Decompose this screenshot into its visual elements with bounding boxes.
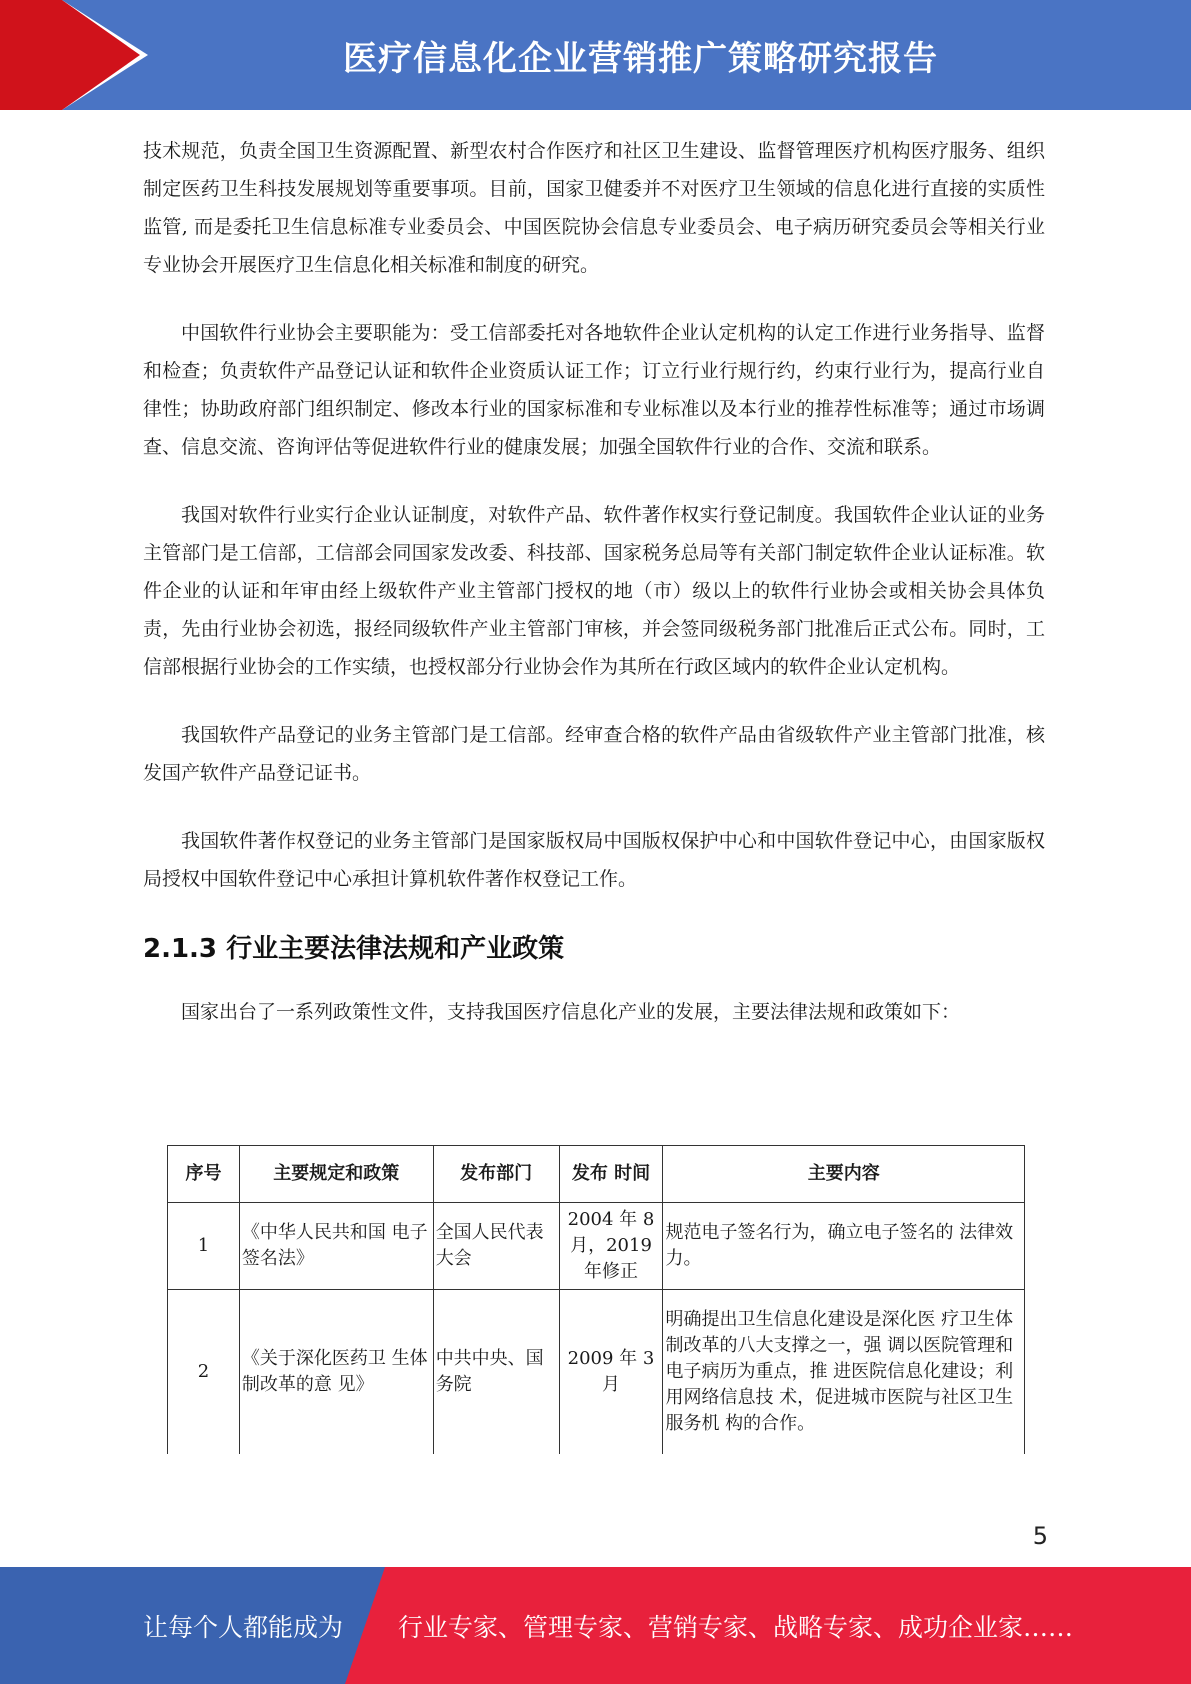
cell-index: 2 — [168, 1290, 240, 1454]
body-paragraph: 中国软件行业协会主要职能为：受工信部委托对各地软件企业认定机构的认定工作进行业务指导、监督和检查；负责软件产品登记认证和软件企业资质认证工作；订立行业行规行约，约束行业行为，提高行业自律性；协助政府部门组织制定、修改本行业的国家标准和专业标准以及本行业的推荐性标准等；通过市场调查、信息交流、咨询评估等促进软件行业的健康发展；加强全国软件行业的合作、交流和联系。 — [143, 322, 1045, 458]
footer-slogan-left: 让每个人都能成为 — [143, 1612, 344, 1642]
cell-content: 明确提出卫生信息化建设是深化医 疗卫生体制改革的八大支撑之一，强 调以医院管理和电子病历为重点，推 进医院信息化建设；利用网络信息技 术，促进城市医院与社区卫生服务机 构的合作。 — [663, 1290, 1025, 1454]
cell-department: 全国人民代表大会 — [433, 1203, 559, 1290]
cell-date: 2009 年 3 月 — [559, 1290, 663, 1454]
cell-content: 规范电子签名行为，确立电子签名的 法律效力。 — [663, 1203, 1025, 1290]
table-row — [168, 1290, 1025, 1454]
header-chevron-decoration — [0, 0, 160, 110]
page-number: 5 — [1032, 1522, 1048, 1550]
column-header-content: 主要内容 — [663, 1146, 1025, 1203]
body-paragraph: 技术规范，负责全国卫生资源配置、新型农村合作医疗和社区卫生建设、监督管理医疗机构医疗服务、组织制定医药卫生科技发展规划等重要事项。目前，国家卫健委并不对医疗卫生领域的信息化进行直接的实质性监管, 而是委托卫生信息标准专业委员会、中国医院协会信息专业委员会、电子病历研究委员会等相关行业专业协会开展医疗卫生信息化相关标准和制度的研究。 — [143, 140, 1045, 276]
page-header — [0, 0, 1191, 110]
column-header-index: 序号 — [168, 1146, 240, 1203]
body-paragraph: 我国对软件行业实行企业认证制度，对软件产品、软件著作权实行登记制度。我国软件企业认证的业务主管部门是工信部，工信部会同国家发改委、科技部、国家税务总局等有关部门制定软件企业认证标准。软件企业的认证和年审由经上级软件产业主管部门授权的地（市）级以上的软件行业协会或相关协会具体负责，先由行业协会初选，报经同级软件产业主管部门审核，并会签同级税务部门批准后正式公布。同时，工信部根据行业协会的工作实绩，也授权部分行业协会作为其所在行政区域内的软件企业认定机构。 — [143, 504, 1045, 678]
cell-department: 中共中央、国务院 — [433, 1290, 559, 1454]
footer-slogan-right: 行业专家、管理专家、营销专家、战略专家、成功企业家…… — [398, 1612, 1074, 1642]
page-footer — [0, 1567, 1191, 1684]
section-heading: 2.1.3 行业主要法律法规和产业政策 — [143, 934, 565, 964]
body-paragraph: 我国软件产品登记的业务主管部门是工信部。经审查合格的软件产品由省级软件产业主管部门批准，核发国产软件产品登记证书。 — [143, 724, 1045, 784]
table-row — [168, 1203, 1025, 1290]
section-intro: 国家出台了一系列政策性文件，支持我国医疗信息化产业的发展，主要法律法规和政策如下： — [181, 1001, 961, 1023]
body-paragraph: 我国软件著作权登记的业务主管部门是国家版权局中国版权保护中心和中国软件登记中心，由国家版权局授权中国软件登记中心承担计算机软件著作权登记工作。 — [143, 830, 1045, 890]
column-header-date: 发布 时间 — [559, 1146, 663, 1203]
report-title: 医疗信息化企业营销推广策略研究报告 — [343, 38, 938, 79]
column-header-policy: 主要规定和政策 — [239, 1146, 433, 1203]
cell-policy: 《关于深化医药卫 生体制改革的意 见》 — [239, 1290, 433, 1454]
cell-policy: 《中华人民共和国 电子签名法》 — [239, 1203, 433, 1290]
column-header-department: 发布部门 — [433, 1146, 559, 1203]
policy-table — [167, 1145, 1025, 1454]
table-header-row — [168, 1146, 1025, 1203]
cell-index: 1 — [168, 1203, 240, 1290]
document-body — [143, 132, 1045, 1061]
cell-date: 2004 年 8 月，2019 年修正 — [559, 1203, 663, 1290]
